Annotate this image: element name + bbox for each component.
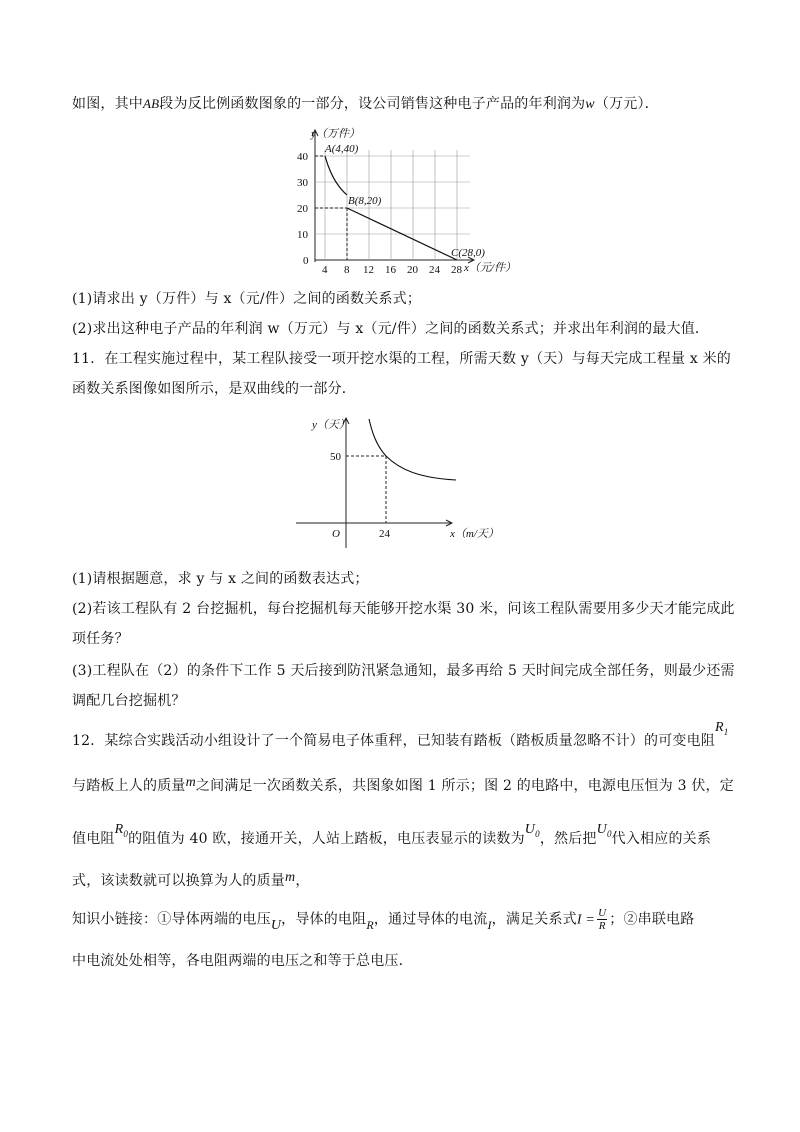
var-R0: $R_0$	[114, 822, 129, 839]
var-R1: $R_1$	[715, 720, 729, 737]
chart1-xtick-4: 4	[322, 264, 328, 276]
chart1-ytick-30: 30	[297, 177, 308, 189]
chart1-segment-BC	[347, 208, 457, 260]
var-U0: $U_0$	[524, 822, 540, 839]
var-m: m	[185, 775, 196, 790]
chart1-ytick-10: 10	[297, 229, 308, 241]
chart1-xtick-24: 24	[429, 264, 440, 276]
p10-question-2: (2)求出这种电子产品的年利润 w（万元）与 x（元/件）之间的函数关系式；并求出年利润的最大值．	[72, 321, 710, 337]
chart2-x-arrow	[446, 520, 452, 526]
chart1-origin: 0	[303, 255, 309, 267]
ohm-law-lhs: I =	[576, 912, 596, 928]
p12-line2: 与踏板上人的质量m之间满足一次函数关系，共图象如图 1 所示；图 2 的电路中，电源电压恒为 3 伏，定	[72, 775, 734, 794]
chart1-x-arrow	[468, 257, 474, 263]
chart2-origin: O	[332, 528, 340, 540]
p12-knowledge-line2: 中电流处处相等，各电阻两端的电压之和等于总电压．	[72, 953, 413, 969]
chart2-xtick-24: 24	[379, 528, 390, 540]
p10-intro: 如图，其中AB段为反比例函数图象的一部分，设公司销售这种电子产品的年利润为w（万元）．	[72, 96, 659, 112]
var-I: I	[487, 917, 492, 932]
chart2-ytick-50: 50	[330, 451, 341, 463]
p12-line1: 12．某综合实践活动小组设计了一个简易电子体重秤，已知装有踏板（踏板质量忽略不计）的可变电阻$R_1$	[72, 720, 729, 749]
chart1-xtick-28: 28	[451, 264, 462, 276]
chart1-xtick-12: 12	[363, 264, 374, 276]
chart1-y-arrow	[312, 130, 318, 136]
chart1-ytick-20: 20	[297, 203, 308, 215]
chart2-y-arrow	[343, 418, 349, 424]
chart2-xlabel: x（m/天）	[450, 528, 499, 540]
chart1-ylabel: y（万件）	[311, 128, 360, 140]
chart1-xtick-20: 20	[407, 264, 418, 276]
ohm-law-fraction: $\frac{U}{R}$	[598, 907, 607, 932]
chart1-grid	[315, 150, 470, 260]
p12-knowledge-line1: 知识小链接：①导体两端的电压U，导体的电阻R，通过导体的电流I，满足关系式I = $\frac{U}{R}$ ；②串联电路	[72, 907, 695, 933]
p11-question-2-line1: (2)若该工程队有 2 台挖掘机，每台挖掘机每天能够开挖水渠 30 米，问该工程队需要用多少天才能完成此	[72, 601, 735, 617]
var-AB: AB	[143, 96, 160, 111]
chart2-ylabel: y（天）	[312, 419, 350, 431]
var-U0-2: $U_0$	[596, 822, 612, 839]
p12-line3: 值电阻$R_0$的阻值为 40 欧，接通开关，人站上踏板，电压表显示的读数为$U_0$，然后把$U_0$代入相应的关系	[72, 822, 712, 847]
chart2-hyperbola	[369, 419, 456, 480]
p11-statement-line2: 函数关系图像如图所示，是双曲线的一部分．	[72, 381, 356, 397]
p11-question-1: (1)请根据题意，求 y 与 x 之间的函数表达式；	[72, 571, 369, 587]
chart1-xtick-16: 16	[385, 264, 396, 276]
chart1-point-A: A(4,40)	[325, 143, 359, 155]
p11-question-3-line1: (3)工程队在（2）的条件下工作 5 天后接到防汛紧急通知，最多再给 5 天时间完成全部任务，则最少还需	[72, 663, 735, 679]
var-m-2: m	[285, 870, 296, 885]
p10-question-1: (1)请求出 y（万件）与 x（元/件）之间的函数关系式；	[72, 291, 422, 307]
chart1-xtick-8: 8	[344, 264, 350, 276]
var-U: U	[270, 917, 282, 933]
p11-question-3-line2: 调配几台挖掘机？	[72, 693, 186, 709]
chart1-curve-AB	[325, 156, 347, 195]
chart1-point-C: C(28,0)	[451, 247, 485, 259]
p11-statement-line1: 11．在工程实施过程中，某工程队接受一项开挖水渠的工程，所需天数 y（天）与每天完成工程量 x 米的	[72, 351, 731, 367]
chart1-point-B: B(8,20)	[348, 195, 382, 207]
chart1-xlabel: x（元/件）	[464, 262, 516, 274]
p12-line4: 式，该读数就可以换算为人的质量m，	[72, 870, 310, 889]
var-R: R	[366, 917, 374, 932]
p11-question-2-line2: 项任务？	[72, 631, 129, 647]
chart1-ytick-40: 40	[297, 151, 308, 163]
